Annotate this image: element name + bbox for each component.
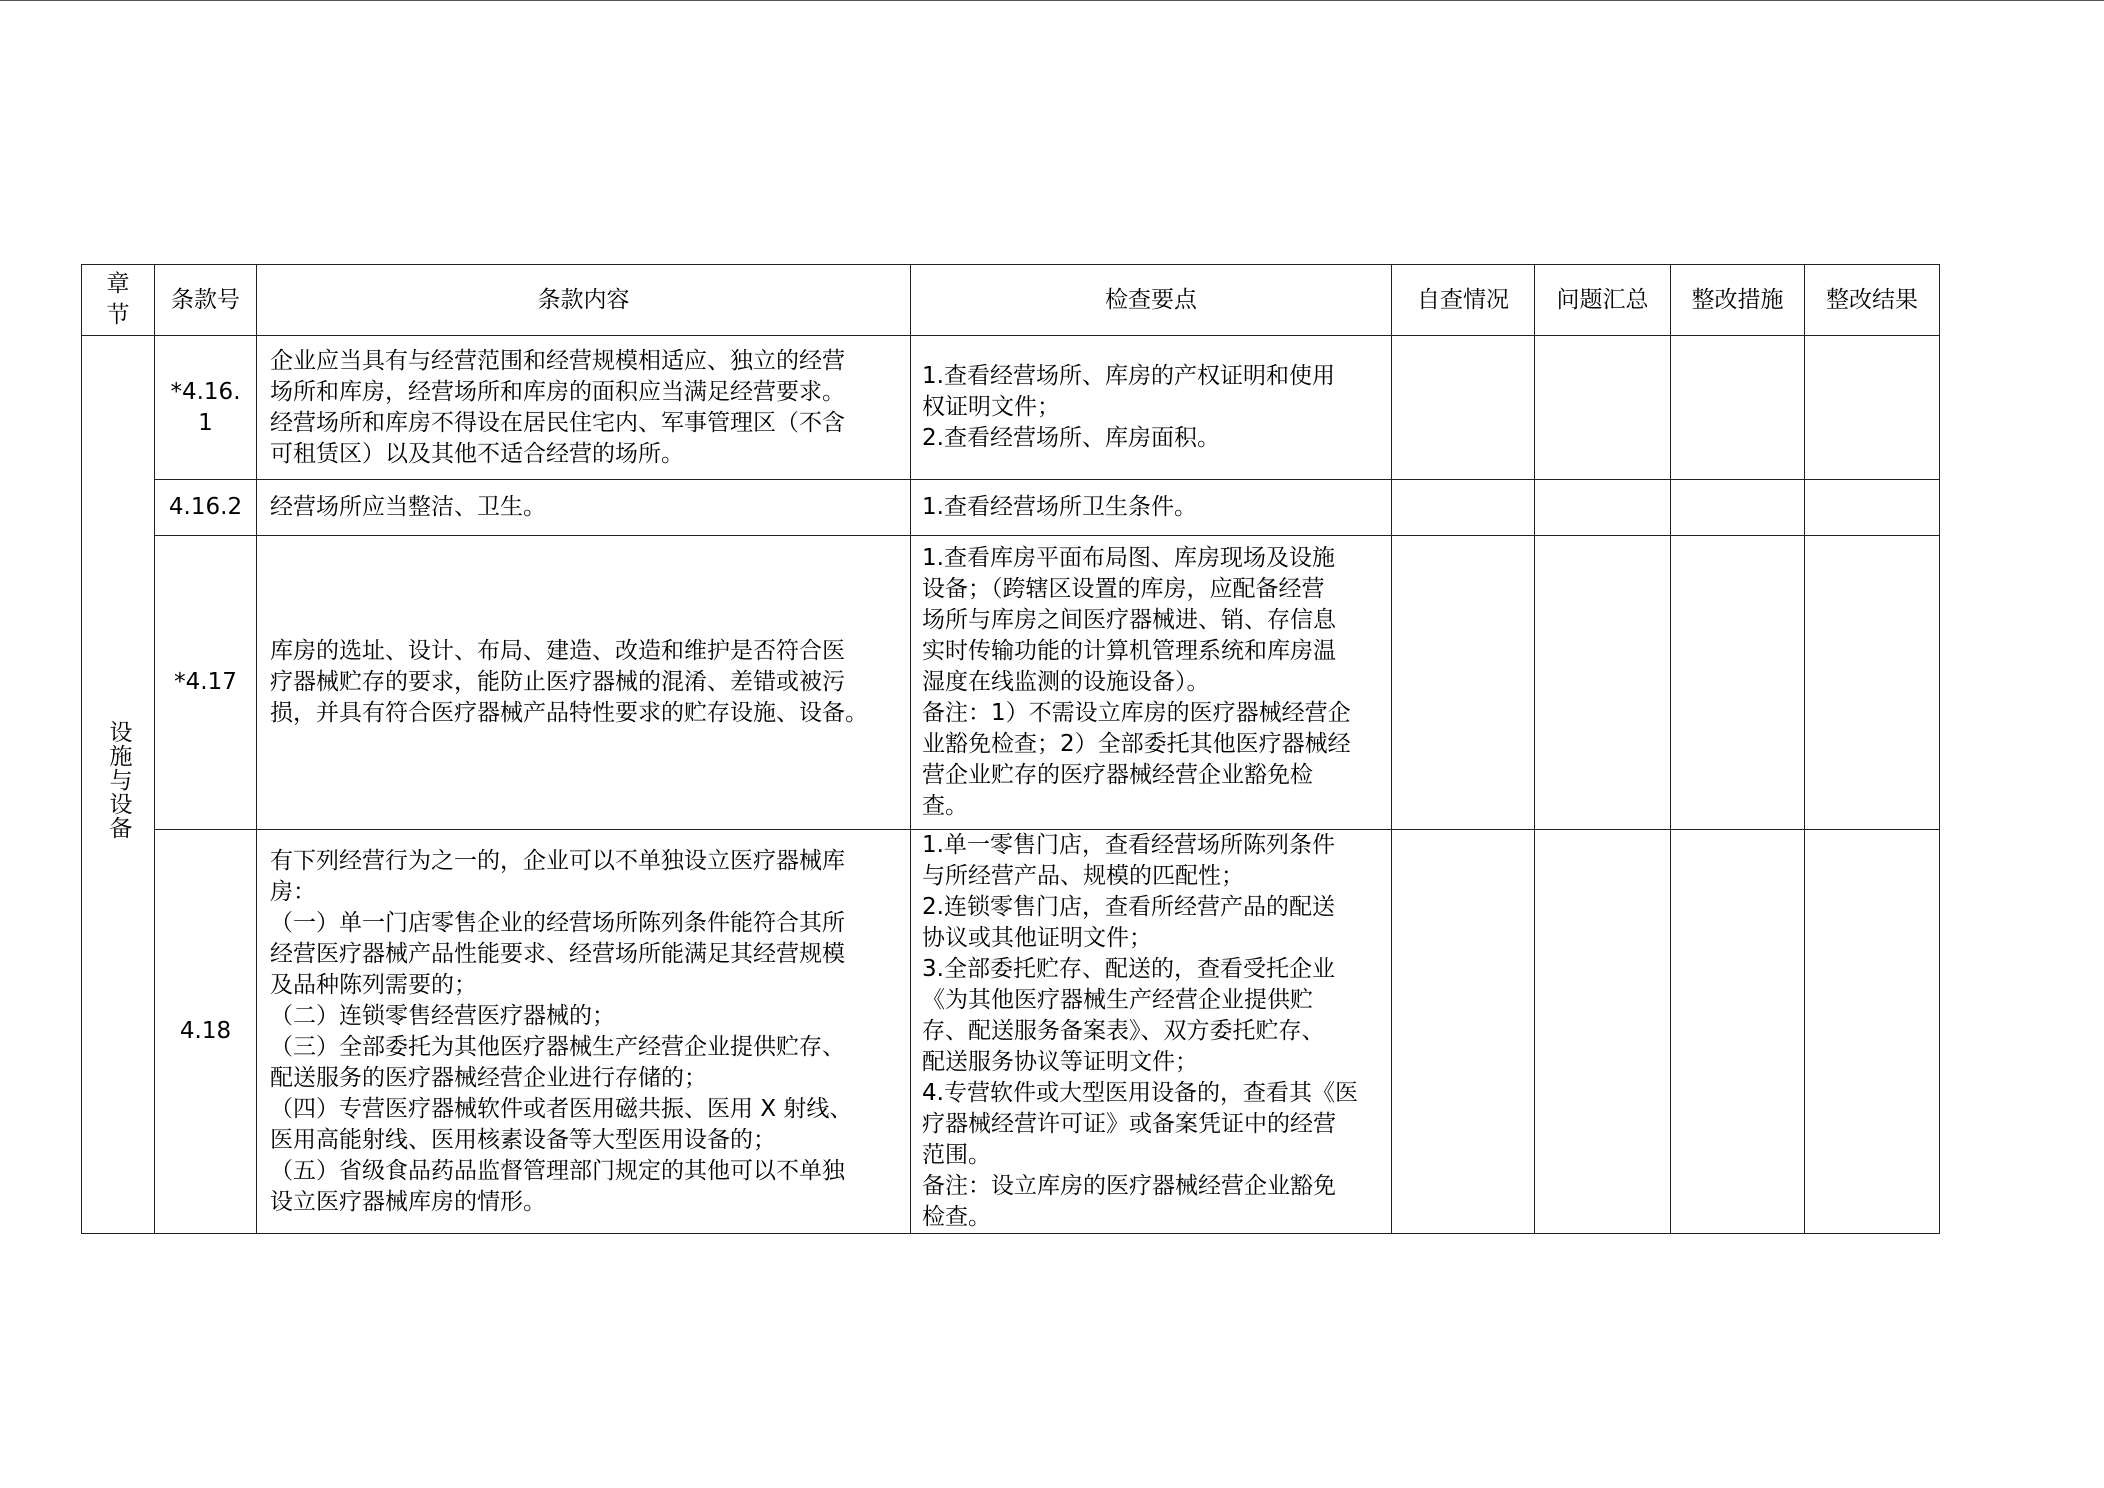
clause-content-cell: 经营场所应当整洁、卫生。 xyxy=(257,480,911,536)
table-row xyxy=(82,830,1940,1234)
header-row xyxy=(82,265,1940,336)
issues-cell[interactable] xyxy=(1535,536,1671,830)
header-clause-content: 条款内容 xyxy=(257,265,911,336)
header-check-points: 检查要点 xyxy=(911,265,1392,336)
header-chapter: 章 节 xyxy=(82,265,155,336)
clause-no-cell: 4.16.2 xyxy=(155,480,257,536)
result-cell[interactable] xyxy=(1805,336,1940,480)
self-check-cell[interactable] xyxy=(1392,536,1535,830)
measures-cell[interactable] xyxy=(1671,830,1805,1234)
inspection-checklist-table xyxy=(81,264,1940,1234)
clause-no-cell: 4.18 xyxy=(155,830,257,1234)
header-self-check: 自查情况 xyxy=(1392,265,1535,336)
measures-cell[interactable] xyxy=(1671,336,1805,480)
measures-cell[interactable] xyxy=(1671,480,1805,536)
check-points-cell: 1.查看经营场所、库房的产权证明和使用 权证明文件； 2.查看经营场所、库房面积。 xyxy=(911,336,1392,480)
section-cell xyxy=(82,336,155,1234)
clause-content-cell: 企业应当具有与经营范围和经营规模相适应、独立的经营 场所和库房，经营场所和库房的面积应当满足经营要求。 经营场所和库房不得设在居民住宅内、军事管理区（不含 可租赁区）以及其他不适合经营的场所。 xyxy=(257,336,911,480)
header-measures: 整改措施 xyxy=(1671,265,1805,336)
clause-no-cell: *4.17 xyxy=(155,536,257,830)
issues-cell[interactable] xyxy=(1535,480,1671,536)
result-cell[interactable] xyxy=(1805,480,1940,536)
self-check-cell[interactable] xyxy=(1392,830,1535,1234)
table-row xyxy=(82,336,1940,480)
clause-no-cell: *4.16. 1 xyxy=(155,336,257,480)
clause-content-cell: 有下列经营行为之一的，企业可以不单独设立医疗器械库 房： （一）单一门店零售企业的经营场所陈列条件能符合其所 经营医疗器械产品性能要求、经营场所能满足其经营规模 及品种陈列需要的； （二）连锁零售经营医疗器械的； （三）全部委托为其他医疗器械生产经营企业提供贮存、 配送服务的医疗器械经营企业进行存储的； （四）专营医疗器械软件或者医用磁共振、医用 X 射线、 医用高能射线、医用核素设备等大型医用设备的； （五）省级食品药品监督管理部门规定的其他可以不单独 设立医疗器械库房的情形。 xyxy=(257,830,911,1234)
issues-cell[interactable] xyxy=(1535,830,1671,1234)
check-points-cell: 1.单一零售门店，查看经营场所陈列条件 与所经营产品、规模的匹配性； 2.连锁零售门店，查看所经营产品的配送 协议或其他证明文件； 3.全部委托贮存、配送的，查看受托企业 《为其他医疗器械生产经营企业提供贮 存、配送服务备案表》、双方委托贮存、 配送服务协议等证明文件； 4.专营软件或大型医用设备的，查看其《医 疗器械经营许可证》或备案凭证中的经营 范围。 备注：设立库房的医疗器械经营企业豁免 检查。 xyxy=(911,830,1392,1234)
result-cell[interactable] xyxy=(1805,830,1940,1234)
clause-content-cell: 库房的选址、设计、布局、建造、改造和维护是否符合医 疗器械贮存的要求，能防止医疗器械的混淆、差错或被污 损，并具有符合医疗器械产品特性要求的贮存设施、设备。 xyxy=(257,536,911,830)
result-cell[interactable] xyxy=(1805,536,1940,830)
issues-cell[interactable] xyxy=(1535,336,1671,480)
measures-cell[interactable] xyxy=(1671,536,1805,830)
header-clause-no: 条款号 xyxy=(155,265,257,336)
table-row xyxy=(82,480,1940,536)
header-result: 整改结果 xyxy=(1805,265,1940,336)
header-issues: 问题汇总 xyxy=(1535,265,1671,336)
table-row xyxy=(82,536,1940,830)
check-points-cell: 1.查看经营场所卫生条件。 xyxy=(911,480,1392,536)
check-points-cell: 1.查看库房平面布局图、库房现场及设施 设备；（跨辖区设置的库房，应配备经营 场所与库房之间医疗器械进、销、存信息 实时传输功能的计算机管理系统和库房温 湿度在线监测的设施设备）。 备注：1）不需设立库房的医疗器械经营企 业豁免检查；2）全部委托其他医疗器械经 营企业贮存的医疗器械经营企业豁免检 查。 xyxy=(911,536,1392,830)
self-check-cell[interactable] xyxy=(1392,336,1535,480)
self-check-cell[interactable] xyxy=(1392,480,1535,536)
section-label: 设施与设备 xyxy=(105,720,132,840)
top-border-line xyxy=(0,0,2104,1)
